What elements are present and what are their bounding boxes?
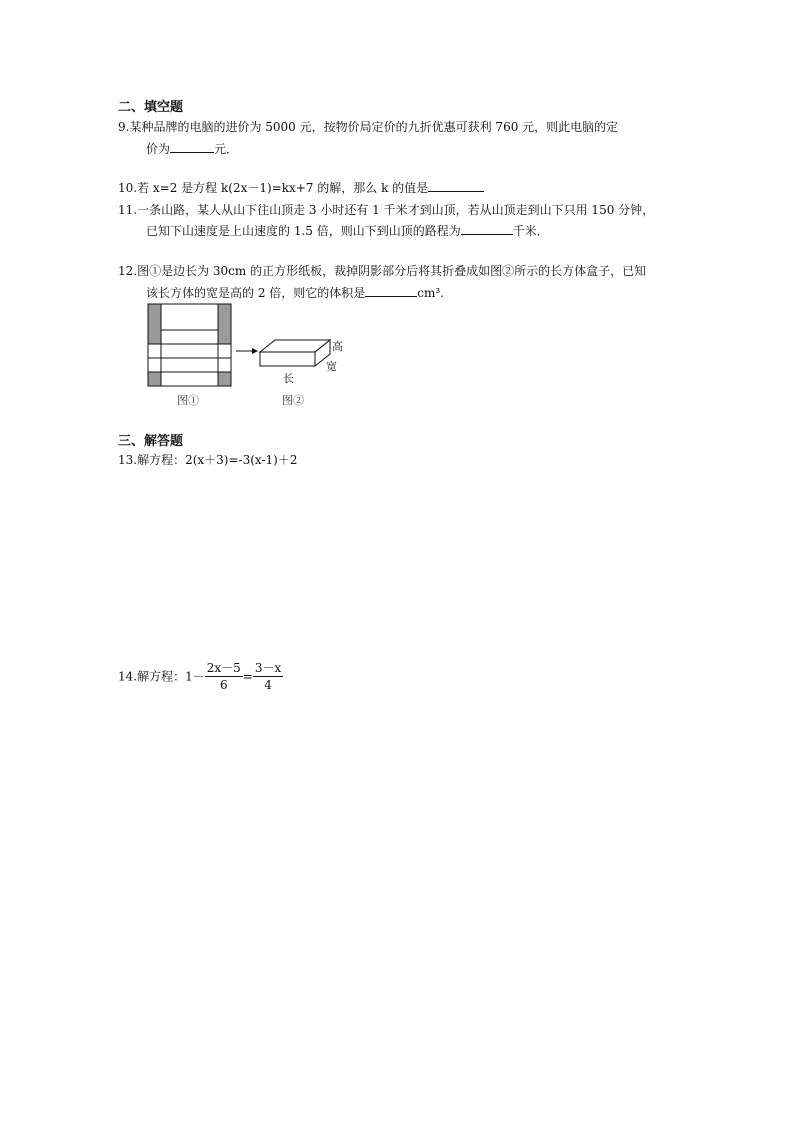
question-9-line-2: [146, 138, 238, 160]
answer-blank-12[interactable]: [365, 285, 417, 297]
equals-sign: =: [242, 669, 253, 684]
fraction-2-numerator: 3－x: [254, 661, 282, 675]
question-9-prefix: 价为: [146, 142, 171, 156]
question-11-line-2: [146, 220, 549, 242]
question-10-text: 10.若 x=2 是方程 k(2x－1)=kx+7 的解，那么 k 的值是: [118, 181, 429, 195]
fraction-2: [253, 660, 283, 693]
figure-2-caption: 图②: [282, 394, 304, 407]
shaded-corner-bottom-left: [148, 372, 161, 386]
shaded-strip-right: [218, 304, 231, 344]
fraction-1-denominator: 6: [219, 678, 228, 692]
question-12-prefix: 该长方体的宽是高的 2 倍，则它的体积是: [146, 286, 366, 300]
section-heading-fill-blank: 二、填空题: [118, 100, 184, 115]
label-height: 高: [332, 340, 343, 353]
question-11-suffix: 千米．: [512, 224, 549, 238]
answer-blank-11[interactable]: [461, 223, 513, 235]
question-13: 13.解方程：2(x＋3)=-3(x-1)＋2: [118, 453, 298, 467]
fraction-1: [205, 660, 243, 693]
question-14-prefix: 14.解方程：1－: [118, 669, 205, 684]
figure-1-caption: 图①: [177, 394, 199, 407]
figure-2-cuboid-box: [260, 340, 330, 366]
section-heading-solve: 三、解答题: [118, 434, 184, 449]
shaded-corner-bottom-right: [218, 372, 231, 386]
question-12-line-1: 12.图①是边长为 30cm 的正方形纸板，裁掉阴影部分后将其折叠成如图②所示的长方体盒子，已知: [118, 264, 647, 278]
shaded-strip-left: [148, 304, 161, 344]
question-11-prefix: 已知下山速度是上山速度的 1.5 倍，则山下到山顶的路程为: [146, 224, 461, 238]
question-9-suffix: 元．: [214, 142, 239, 156]
fraction-1-numerator: 2x－5: [206, 661, 241, 675]
question-11-line-1: 11.一条山路，某人从山下往山顶走 3 小时还有 1 千米才到山顶，若从山顶走到山下只用 150 分钟，: [118, 203, 655, 217]
arrow-icon: [236, 348, 258, 354]
label-width: 宽: [326, 360, 337, 373]
figure-1-square-board: [148, 304, 231, 386]
question-10: [118, 177, 484, 199]
folding-figure: [140, 300, 360, 410]
fraction-2-denominator: 4: [264, 678, 272, 692]
label-length: 长: [283, 372, 294, 385]
question-9-line-1: 9.某种品牌的电脑的进价为 5000 元，按物价局定价的九折优惠可获利 760 元，则此电脑的定: [118, 120, 619, 134]
answer-blank-10[interactable]: [428, 180, 484, 192]
box-front-face: [260, 352, 315, 366]
answer-blank-9[interactable]: [170, 141, 214, 153]
question-12-suffix: cm³.: [417, 286, 444, 300]
question-14: [118, 658, 283, 695]
